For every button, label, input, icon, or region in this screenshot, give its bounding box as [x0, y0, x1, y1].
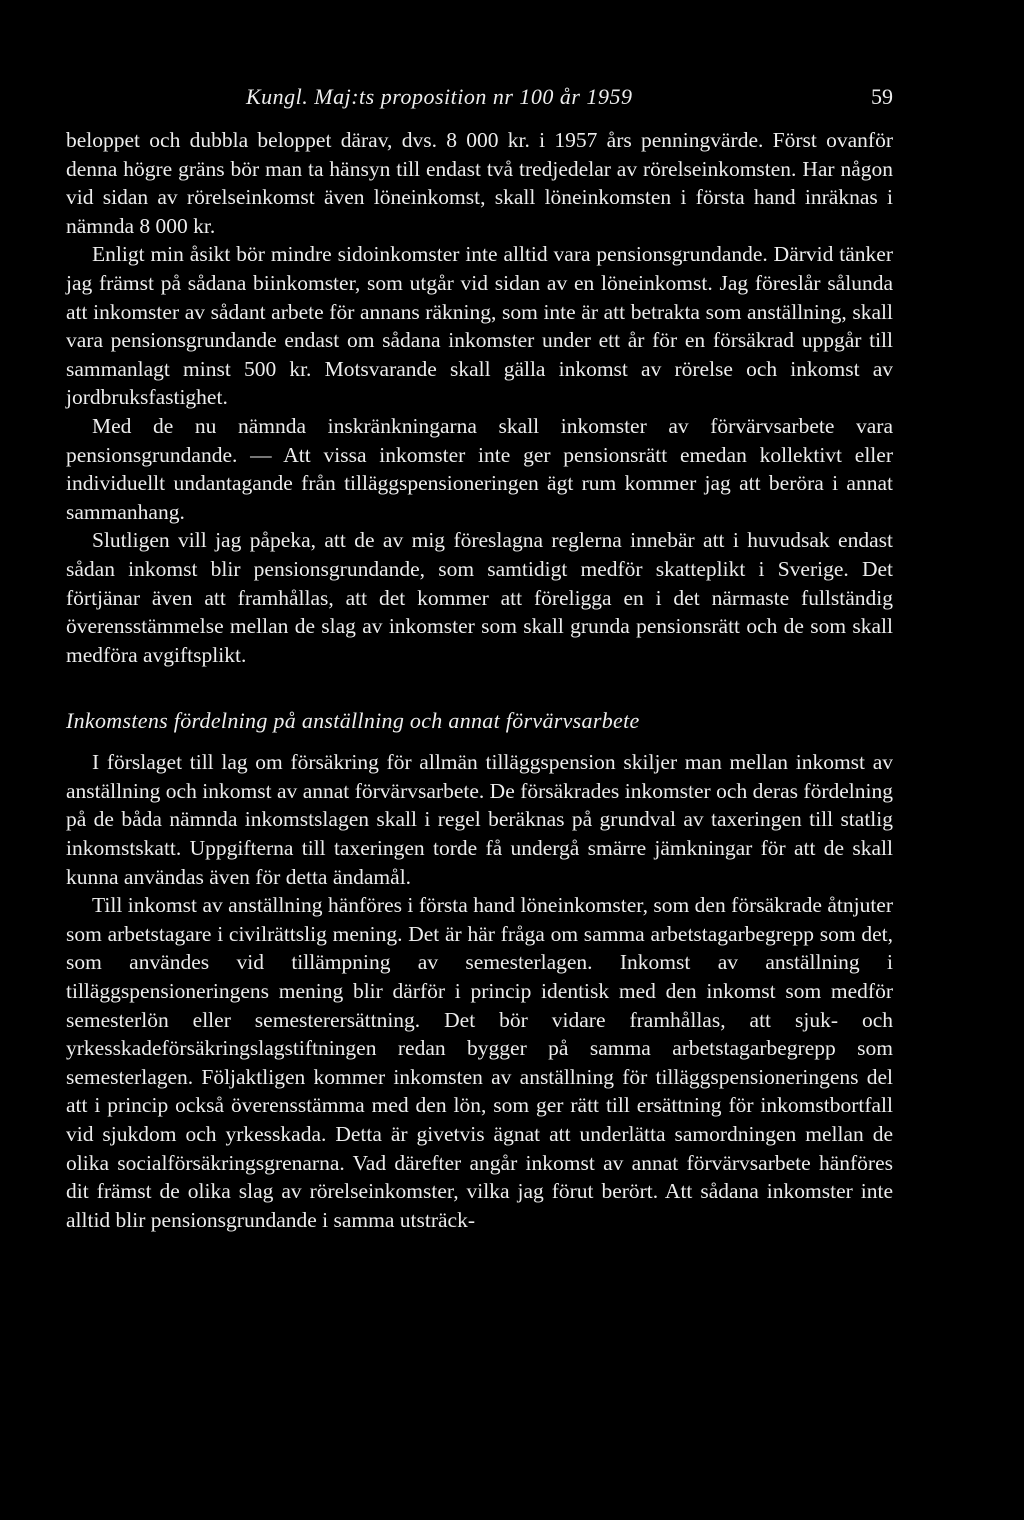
- section-heading: Inkomstens fördelning på anställning och annat förvärvsarbete: [66, 708, 640, 734]
- paragraph: beloppet och dubbla beloppet därav, dvs. 8 000 kr. i 1957 års penningvärde. Först ovanför denna högre gräns bör man ta hänsyn till endast två tredjedelar av rörelseinkomsten. Har någon vid sidan av rörelseinkomst även löneinkomst, skall löneinkomsten i första hand inräknas i nämnda 8 000 kr.: [66, 128, 893, 238]
- body-section-1: [66, 126, 893, 669]
- paragraph: I förslaget till lag om försäkring för allmän tilläggspension skiljer man mellan inkomst av anställning och inkomst av annat förvärvsarbete. De försäkrades inkomster och deras fördelning på de båda nämnda inkomstslagen skall i regel beräknas på grundval av taxeringen till statlig inkomstskatt. Uppgifterna till taxeringen torde få undergå smärre jämkningar för att de skall kunna användas även för detta ändamål.: [66, 750, 893, 889]
- body-section-2: [66, 748, 893, 1234]
- paragraph: Till inkomst av anställning hänföres i första hand löneinkomster, som den försäkrade åtnjuter som arbetstagare i civilrättslig mening. Det är här fråga om samma arbetstagarbegrepp som det, som användes vid tillämpning av semesterlagen. Inkomst av anställning i tilläggspensioneringens mening blir därför i princip identisk med den inkomst som medför semesterlön eller semesterersättning. Det bör vidare framhållas, att sjuk- och yrkesskadeförsäkringslagstiftningen redan bygger på samma arbetstagarbegrepp som semesterlagen. Följaktligen kommer inkomsten av anställning för tilläggspensioneringens del att i princip också överensstämma med den lön, som ger rätt till ersättning för inkomstbortfall vid sjukdom och yrkesskada. Detta är givetvis ägnat att underlätta samordningen mellan de olika socialförsäkringsgrenarna. Vad därefter angår inkomst av annat förvärvsarbete hänföres dit främst de olika slag av rörelseinkomster, vilka jag förut berört. Att sådana inkomster inte alltid blir pensionsgrundande i samma utsträck-: [66, 893, 893, 1232]
- paragraph: Slutligen vill jag påpeka, att de av mig föreslagna reglerna innebär att i huvudsak endast sådan inkomst blir pensionsgrundande, som samtidigt medför skatteplikt i Sverige. Det förtjänar även att framhållas, att det kommer att föreligga en i det närmaste fullständig överensstämmelse mellan de slag av inkomster som skall grunda pensionsrätt och de som skall medföra avgiftsplikt.: [66, 528, 893, 667]
- document-page: [66, 84, 893, 1234]
- running-header: [66, 84, 893, 116]
- paragraph: Med de nu nämnda inskränkningarna skall inkomster av förvärvsarbete vara pensionsgrundande. — Att vissa inkomster inte ger pensionsrätt emedan kollektivt eller individuellt undantagande från tilläggspensioneringen ägt rum kommer jag att beröra i annat sammanhang.: [66, 413, 893, 524]
- publication-title: Kungl. Maj:ts proposition nr 100 år 1959: [246, 84, 633, 109]
- page-number: 59: [871, 84, 893, 109]
- paragraph: Enligt min åsikt bör mindre sidoinkomster inte alltid vara pensionsgrundande. Därvid tänker jag främst på sådana biinkomster, som utgår vid sidan av en löneinkomst. Jag föreslår sålunda att inkomster av sådant arbete för annans räkning, som inte är att betrakta som anställning, skall vara pensionsgrundande endast om sådana inkomster under ett år för en försäkrad uppgår till sammanlagt minst 500 kr. Motsvarande skall gälla inkomst av rörelse och inkomst av jordbruksfastighet.: [66, 242, 893, 410]
